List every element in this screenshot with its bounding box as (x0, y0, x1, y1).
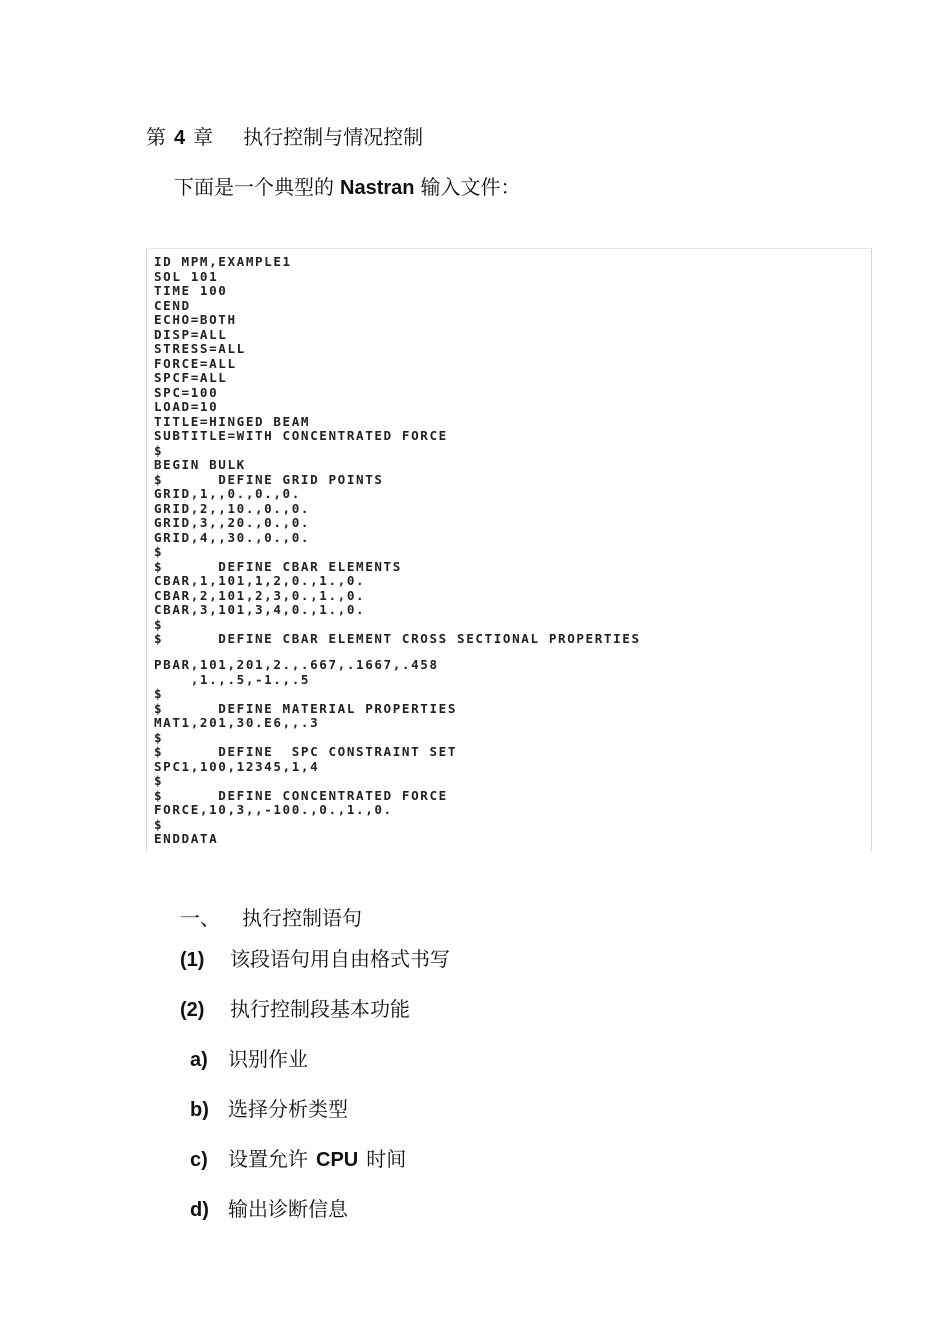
code-line: $ (154, 686, 164, 701)
code-line: SPCF=ALL (154, 370, 228, 385)
code-line: GRID,2,,10.,0.,0. (154, 500, 311, 516)
sub-list-text: 时间 (366, 1147, 407, 1171)
code-line: $ (154, 816, 164, 832)
list-text: 执行控制段基本功能 (230, 997, 410, 1021)
code-line: $ DEFINE CONCENTRATED FORCE (154, 787, 448, 803)
code-line: CBAR,3,101,3,4,0.,1.,0. (154, 602, 366, 617)
code-line: $ (154, 729, 164, 745)
chapter-title (146, 123, 423, 152)
code-line: CEND (154, 297, 191, 313)
code-line: SPC1,100,12345,1,4 (154, 758, 320, 774)
code-line: $ (154, 616, 164, 632)
section-heading (180, 904, 362, 932)
list-marker: (2) (180, 999, 205, 1021)
code-line: STRESS=ALL (154, 341, 246, 356)
code-line: $ DEFINE SPC CONSTRAINT SET (154, 744, 458, 759)
code-line: ,1.,.5,-1.,.5 (154, 671, 311, 687)
code-line: $ DEFINE MATERIAL PROPERTIES (154, 700, 458, 716)
list-item (180, 945, 450, 974)
sub-list-keyword: CPU (316, 1149, 359, 1171)
code-line: ENDDATA (154, 831, 219, 846)
code-line: CBAR,1,101,1,2,0.,1.,0. (154, 573, 366, 588)
list-marker: (1) (180, 949, 205, 971)
code-line: $ (154, 442, 164, 458)
code-line: TITLE=HINGED BEAM (154, 413, 311, 429)
sub-list-marker: c) (190, 1149, 208, 1171)
sub-list-marker: a) (190, 1049, 208, 1071)
chapter-suffix: 章 (193, 125, 214, 149)
chapter-number: 4 (174, 127, 186, 149)
code-line: DISP=ALL (154, 326, 228, 342)
intro-text-after: 输入文件： (420, 175, 521, 199)
section-number: 一、 (180, 906, 220, 930)
list-text: 该段语句用自由格式书写 (230, 947, 450, 971)
code-line: PBAR,101,201,2.,.667,.1667,.458 (154, 657, 439, 672)
chapter-prefix: 第 (146, 125, 166, 149)
sub-list-text: 选择分析类型 (228, 1097, 348, 1121)
code-line: ID MPM,EXAMPLE1 (154, 254, 292, 269)
sub-list-item (190, 1145, 406, 1174)
code-line: $ (154, 544, 164, 559)
sub-list-text: 识别作业 (228, 1047, 308, 1071)
intro-text-before: 下面是一个典型的 (174, 175, 334, 199)
sub-list-item (190, 1045, 308, 1074)
code-line: $ DEFINE GRID POINTS (154, 471, 384, 487)
chapter-heading-text: 执行控制与情况控制 (243, 125, 424, 149)
code-line: GRID,1,,0.,0.,0. (154, 486, 301, 501)
sub-list-item (190, 1095, 348, 1124)
sub-list-text: 输出诊断信息 (228, 1197, 348, 1221)
code-line: BEGIN BULK (154, 457, 246, 472)
sub-list-item (190, 1195, 348, 1224)
code-line: FORCE,10,3,,-100.,0.,1.,0. (154, 802, 393, 817)
code-line: ECHO=BOTH (154, 312, 237, 327)
code-line: SOL 101 (154, 268, 219, 284)
intro-paragraph (174, 173, 520, 202)
code-line: $ (154, 773, 164, 788)
code-line: TIME 100 (154, 283, 228, 298)
sub-list-marker: d) (190, 1199, 209, 1221)
code-line: GRID,4,,30.,0.,0. (154, 529, 311, 545)
code-listing (146, 248, 872, 851)
code-line: MAT1,201,30.E6,,.3 (154, 715, 320, 730)
code-line: FORCE=ALL (154, 355, 237, 371)
code-line: SUBTITLE=WITH CONCENTRATED FORCE (154, 428, 448, 443)
list-item (180, 995, 410, 1024)
code-lines (154, 255, 641, 847)
code-line: SPC=100 (154, 384, 219, 400)
sub-list-marker: b) (190, 1099, 209, 1121)
code-line: CBAR,2,101,2,3,0.,1.,0. (154, 587, 366, 603)
sub-list-text: 设置允许 (228, 1147, 308, 1171)
code-line: $ DEFINE CBAR ELEMENTS (154, 558, 402, 574)
code-line: LOAD=10 (154, 399, 219, 414)
code-line: GRID,3,,20.,0.,0. (154, 515, 311, 530)
code-line: $ DEFINE CBAR ELEMENT CROSS SECTIONAL PROPERTIES (154, 631, 641, 646)
intro-keyword: Nastran (340, 177, 415, 199)
section-title: 执行控制语句 (242, 906, 362, 930)
